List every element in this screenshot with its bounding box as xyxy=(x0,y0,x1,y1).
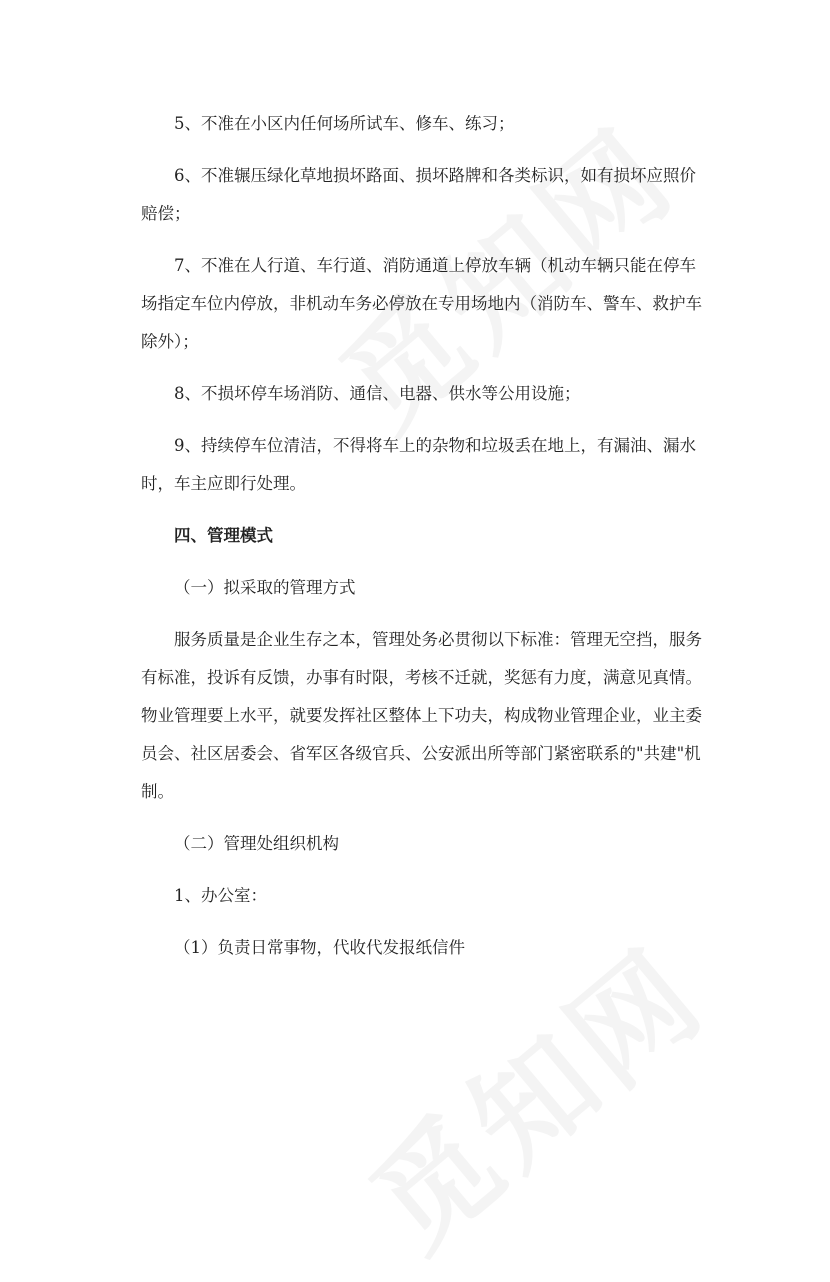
rule-9-paragraph xyxy=(141,427,706,503)
paragraph-line: 6、不准辗压绿化草地损坏路面、损坏路牌和各类标识，如有损坏应照价 xyxy=(174,166,696,185)
paragraph-line: 除外）； xyxy=(141,332,199,351)
rule-8-paragraph xyxy=(141,375,706,413)
paragraph-line: 场指定车位内停放，非机动车务必停放在专用场地内（消防车、警车、救护车 xyxy=(141,294,702,313)
paragraph-line: 7、不准在人行道、车行道、消防通道上停放车辆（机动车辆只能在停车 xyxy=(174,256,696,275)
paragraph-line: 物业管理要上水平，就要发挥社区整体上下功夫，构成物业管理企业，业主委 xyxy=(141,706,702,725)
rule-7-paragraph xyxy=(141,247,706,361)
paragraph-line: 有标准，投诉有反馈，办事有时限，考核不迁就，奖惩有力度，满意见真情。 xyxy=(141,668,702,687)
subsection-heading: （一）拟采取的管理方式 xyxy=(174,578,356,597)
list-heading: 1、办公室： xyxy=(174,886,267,905)
office-heading xyxy=(141,877,706,915)
paragraph-line: 赔偿； xyxy=(141,204,191,223)
list-item: （1）负责日常事物，代收代发报纸信件 xyxy=(174,938,465,957)
section-heading-management-mode xyxy=(141,517,706,555)
paragraph-line: 员会、社区居委会、省军区各级官兵、公安派出所等部门紧密联系的"共建"机 xyxy=(141,744,701,763)
paragraph-line: 制。 xyxy=(141,782,174,801)
paragraph-line: 9、持续停车位清洁，不得将车上的杂物和垃圾丢在地上，有漏油、漏水 xyxy=(174,436,696,455)
service-quality-paragraph xyxy=(141,621,706,811)
office-duty-item xyxy=(141,929,706,967)
section-heading: 四、管理模式 xyxy=(174,526,273,545)
paragraph-line: 5、不准在小区内任何场所试车、修车、练习； xyxy=(174,114,515,133)
paragraph-line: 8、不损坏停车场消防、通信、电器、供水等公用设施； xyxy=(174,384,581,403)
rule-6-paragraph xyxy=(141,157,706,233)
document-body xyxy=(141,105,706,981)
subsection-heading-management-method xyxy=(141,569,706,607)
rule-5-paragraph xyxy=(141,105,706,143)
subsection-heading-organization xyxy=(141,825,706,863)
paragraph-line: 时，车主应即行处理。 xyxy=(141,474,306,493)
subsection-heading: （二）管理处组织机构 xyxy=(174,834,339,853)
paragraph-line: 服务质量是企业生存之本，管理处务必贯彻以下标准：管理无空挡，服务 xyxy=(174,630,702,649)
